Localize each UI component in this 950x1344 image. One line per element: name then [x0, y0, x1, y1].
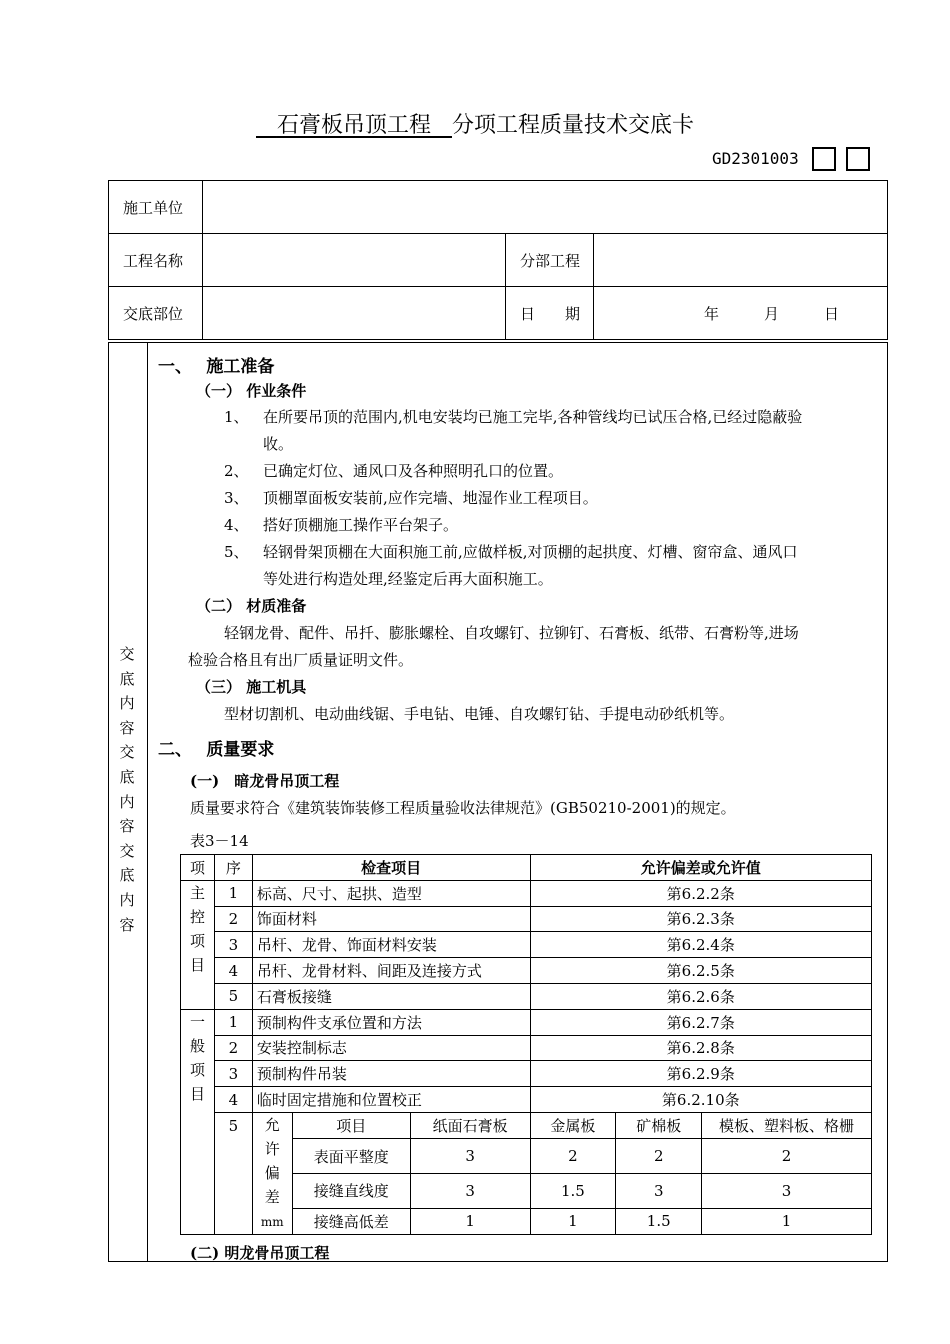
sub-header-metal: 金属板: [530, 1112, 616, 1138]
item-5-line2: 等处进行构造处理,经鉴定后再大面积施工。: [263, 570, 553, 588]
main-item-2: 饰面材料: [252, 906, 530, 932]
sub-row-2-v4: 3: [702, 1173, 872, 1208]
item-3-line1: 顶棚罩面板安装前,应作完墙、地湿作业工程项目。: [263, 489, 598, 507]
section-1-2-heading: （二） 材质准备: [196, 597, 307, 615]
general-group-label: 一 般 项 目: [181, 1009, 215, 1234]
general-value-3: 第6.2.9条: [530, 1061, 871, 1087]
sub-row-3-v4: 1: [702, 1208, 872, 1234]
unit-value[interactable]: [203, 181, 888, 234]
general-seq-2: 2: [214, 1035, 252, 1061]
sub-row-2-v3: 3: [616, 1173, 702, 1208]
checkbox-2[interactable]: [846, 147, 870, 171]
main-value-2: 第6.2.3条: [530, 906, 871, 932]
deviation-label: 允 许 偏 差 mm: [252, 1112, 292, 1234]
quality-requirement-line: 质量要求符合《建筑装饰装修工程质量验收法律规范》(GB50210-2001)的规定。: [190, 799, 736, 817]
general-seq-3: 3: [214, 1061, 252, 1087]
sub-row-3-v3: 1.5: [616, 1208, 702, 1234]
document-title: [0, 108, 950, 139]
main-value-4: 第6.2.5条: [530, 958, 871, 984]
materials-line1: 轻钢龙骨、配件、吊扦、膨胀螺栓、自攻螺钉、拉铆钉、石膏板、纸带、石膏粉等,进场: [224, 624, 799, 642]
title-suffix: 分项工程质量技术交底卡: [451, 113, 694, 138]
main-group-label: 主 控 项 目: [181, 880, 215, 1009]
item-5-num: 5、: [224, 543, 249, 561]
general-item-1: 预制构件支承位置和方法: [252, 1009, 530, 1035]
item-4-line1: 搭好顶棚施工操作平台架子。: [263, 516, 459, 534]
main-value-1: 第6.2.2条: [530, 880, 871, 906]
sub-row-1-v3: 2: [616, 1139, 702, 1174]
section-1-heading: 一、 施工准备: [158, 357, 275, 377]
sub-header-other: 模板、塑料板、格栅: [702, 1112, 872, 1138]
date-value[interactable]: 年 月 日: [594, 287, 888, 340]
general-value-2: 第6.2.8条: [530, 1035, 871, 1061]
main-item-1: 标高、尺寸、起拱、造型: [252, 880, 530, 906]
col-header-item: 检查项目: [252, 855, 530, 881]
sub-row-2-v1: 3: [410, 1173, 530, 1208]
item-3-num: 3、: [224, 489, 249, 507]
col-header-value: 允许偏差或允许值: [530, 855, 871, 881]
general-item-3: 预制构件吊装: [252, 1061, 530, 1087]
sub-row-1-v4: 2: [702, 1139, 872, 1174]
side-label: 交 底 内 容 交 底 内 容 交 底 内 容: [119, 645, 135, 934]
section-2-2-heading: (二) 明龙骨吊顶工程: [190, 1244, 330, 1262]
section-2-heading: 二、 质量要求: [158, 740, 275, 760]
main-seq-2: 2: [214, 906, 252, 932]
sub-row-3-v1: 1: [410, 1208, 530, 1234]
title-project-name: 石膏板吊顶工程: [276, 113, 431, 138]
col-header-seq: 序: [214, 855, 252, 881]
date-label: 日 期: [506, 287, 594, 340]
sub-row-2-v2: 1.5: [530, 1173, 616, 1208]
general-seq-1: 1: [214, 1009, 252, 1035]
general-item-4: 临时固定措施和位置校正: [252, 1087, 530, 1113]
sub-row-3-v2: 1: [530, 1208, 616, 1234]
sub-header-mineral: 矿棉板: [616, 1112, 702, 1138]
side-column: [108, 342, 148, 1262]
main-item-5: 石膏板接缝: [252, 983, 530, 1009]
section-1-1-heading: （一） 作业条件: [196, 382, 307, 400]
section-1-3-heading: （三） 施工机具: [196, 678, 307, 696]
position-value[interactable]: [203, 287, 506, 340]
tools-line: 型材切割机、电动曲线锯、手电钻、电锤、自攻螺钉钻、手提电动砂纸机等。: [224, 705, 735, 723]
item-2-line1: 已确定灯位、通风口及各种照明孔口的位置。: [263, 462, 564, 480]
main-seq-5: 5: [214, 983, 252, 1009]
quality-table: [180, 854, 872, 1235]
section-2-1-heading: (一) 暗龙骨吊顶工程: [190, 772, 340, 790]
item-1-line2: 收。: [263, 435, 294, 453]
checkbox-1[interactable]: [812, 147, 836, 171]
main-value-5: 第6.2.6条: [530, 983, 871, 1009]
info-table: [108, 180, 888, 340]
project-label: 工程名称: [109, 234, 203, 287]
position-label: 交底部位: [109, 287, 203, 340]
sub-header-gypsum: 纸面石膏板: [410, 1112, 530, 1138]
general-seq-5: 5: [214, 1112, 252, 1234]
table-caption: 表3－14: [190, 832, 249, 850]
document-code: GD2301003: [712, 149, 799, 168]
item-1-num: 1、: [224, 408, 249, 426]
general-value-1: 第6.2.7条: [530, 1009, 871, 1035]
sub-row-1-v2: 2: [530, 1139, 616, 1174]
main-item-3: 吊杆、龙骨、饰面材料安装: [252, 932, 530, 958]
main-item-4: 吊杆、龙骨材料、间距及连接方式: [252, 958, 530, 984]
sub-row-2-name: 接缝直线度: [292, 1173, 410, 1208]
main-seq-3: 3: [214, 932, 252, 958]
item-5-line1: 轻钢骨架顶棚在大面积施工前,应做样板,对顶棚的起拱度、灯槽、窗帘盒、通风口: [263, 543, 798, 561]
main-seq-4: 4: [214, 958, 252, 984]
materials-line2: 检验合格且有出厂质量证明文件。: [188, 651, 414, 669]
general-value-4: 第6.2.10条: [530, 1087, 871, 1113]
sub-header-item: 项目: [292, 1112, 410, 1138]
project-value[interactable]: [203, 234, 506, 287]
item-1-line1: 在所要吊顶的范围内,机电安装均已施工完毕,各种管线均已试压合格,已经过隐蔽验: [263, 408, 803, 426]
sub-row-1-v1: 3: [410, 1139, 530, 1174]
sub-row-1-name: 表面平整度: [292, 1139, 410, 1174]
main-seq-1: 1: [214, 880, 252, 906]
main-value-3: 第6.2.4条: [530, 932, 871, 958]
general-item-2: 安装控制标志: [252, 1035, 530, 1061]
general-seq-4: 4: [214, 1087, 252, 1113]
item-4-num: 4、: [224, 516, 249, 534]
sub-row-3-name: 接缝高低差: [292, 1208, 410, 1234]
sub-project-label: 分部工程: [506, 234, 594, 287]
sub-project-value[interactable]: [594, 234, 888, 287]
unit-label: 施工单位: [109, 181, 203, 234]
col-header-group: 项: [181, 855, 215, 881]
item-2-num: 2、: [224, 462, 249, 480]
